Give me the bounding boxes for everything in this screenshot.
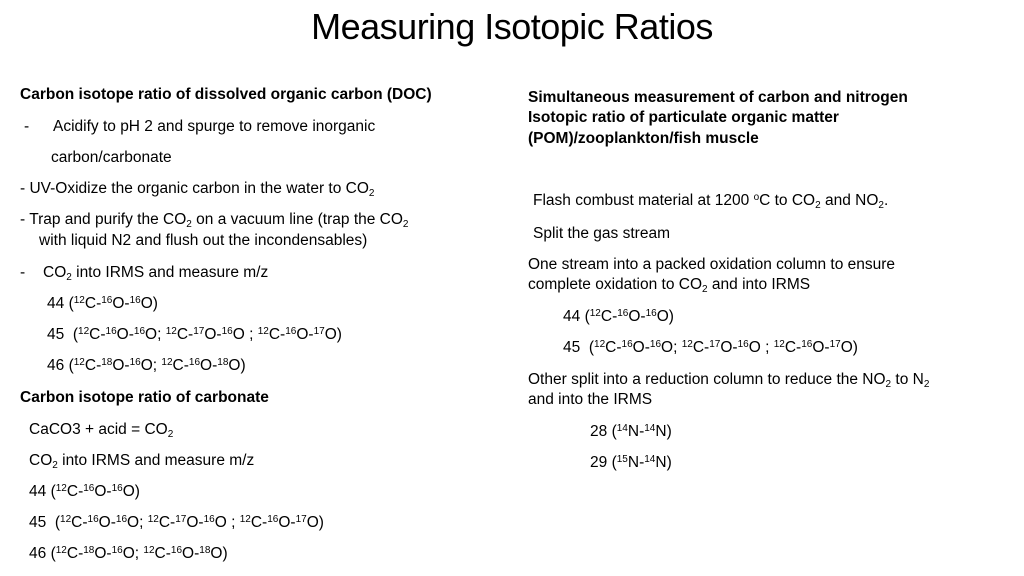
carb-mass-44: 44 ($^{12}$C-$^{16}$O-$^{16}$O) — [29, 483, 140, 500]
stream-line2: complete oxidation to $CO_2$ and into IRMS — [528, 276, 811, 295]
split-gas: Split the gas stream — [533, 225, 670, 242]
carb-mass-46: 46 ($^{12}$C-$^{18}$O-$^{16}$O; $^{12}$C-$^{16}$O-$^{18}$O) — [29, 545, 228, 562]
doc-mass-45: 45 ($^{12}$C-$^{16}$O-$^{16}$O; $^{12}$C-$^{17}$O-$^{16}$O ; $^{12}$C-$^{16}$O-$^{17}$O) — [47, 326, 342, 343]
nitrogen-mass-29: 29 ($^{15}$N-$^{14}$N) — [590, 454, 672, 471]
slide-title: Measuring Isotopic Ratios — [311, 6, 713, 47]
doc-item-4: $CO_2$ into IRMS and measure m/z — [43, 264, 269, 283]
heading-simultaneous-line3: (POM)/zooplankton/fish muscle — [528, 130, 759, 147]
doc-item-3-line1: - Trap and purify the $CO_2$ on a vacuum line (trap the $CO_2$ — [20, 211, 409, 230]
doc-mass-46: 46 ($^{12}$C-$^{18}$O-$^{16}$O; $^{12}$C-$^{16}$O-$^{18}$O) — [47, 357, 246, 374]
pom-mass-45: 45 ($^{12}$C-$^{16}$O-$^{16}$O; $^{12}$C-$^{17}$O-$^{16}$O ; $^{12}$C-$^{16}$O-$^{17}$O) — [563, 339, 858, 356]
doc-item-4-bullet: - — [20, 264, 26, 281]
stream-line1: One stream into a packed oxidation column to ensure — [528, 256, 896, 273]
pom-mass-44: 44 ($^{12}$C-$^{16}$O-$^{16}$O) — [563, 308, 674, 325]
doc-item-1-bullet: - — [24, 118, 30, 135]
carb-mass-45: 45 ($^{12}$C-$^{16}$O-$^{16}$O; $^{12}$C-$^{17}$O-$^{16}$O ; $^{12}$C-$^{16}$O-$^{17}$O) — [29, 514, 324, 531]
doc-item-1-line2: carbon/carbonate — [51, 149, 172, 166]
carbonate-irms: $CO_2$ into IRMS and measure m/z — [29, 452, 255, 471]
heading-doc: Carbon isotope ratio of dissolved organic carbon (DOC) — [20, 86, 432, 103]
heading-carbonate: Carbon isotope ratio of carbonate — [20, 389, 269, 406]
carbonate-equation: CaCO3 + acid = $CO_2$ — [29, 421, 174, 440]
doc-item-3-line2: with liquid N2 and flush out the incondensables) — [39, 232, 368, 249]
nitrogen-mass-28: 28 ($^{14}$N-$^{14}$N) — [590, 423, 672, 440]
doc-item-1-line1: Acidify to pH 2 and spurge to remove inorganic — [53, 118, 376, 135]
other-split-line2: and into the IRMS — [528, 391, 653, 408]
other-split-line1: Other split into a reduction column to reduce the $NO_2$ to $N_2$ — [528, 371, 930, 390]
heading-simultaneous-line1: Simultaneous measurement of carbon and nitrogen — [528, 89, 908, 106]
flash-combust: Flash combust material at 1200 $^o$C to $CO_2$ and $NO_2$. — [533, 192, 889, 211]
doc-item-2: - UV-Oxidize the organic carbon in the water to $CO_2$ — [20, 180, 375, 199]
heading-simultaneous-line2: Isotopic ratio of particulate organic matter — [528, 109, 839, 126]
doc-mass-44: 44 ($^{12}$C-$^{16}$O-$^{16}$O) — [47, 295, 158, 312]
